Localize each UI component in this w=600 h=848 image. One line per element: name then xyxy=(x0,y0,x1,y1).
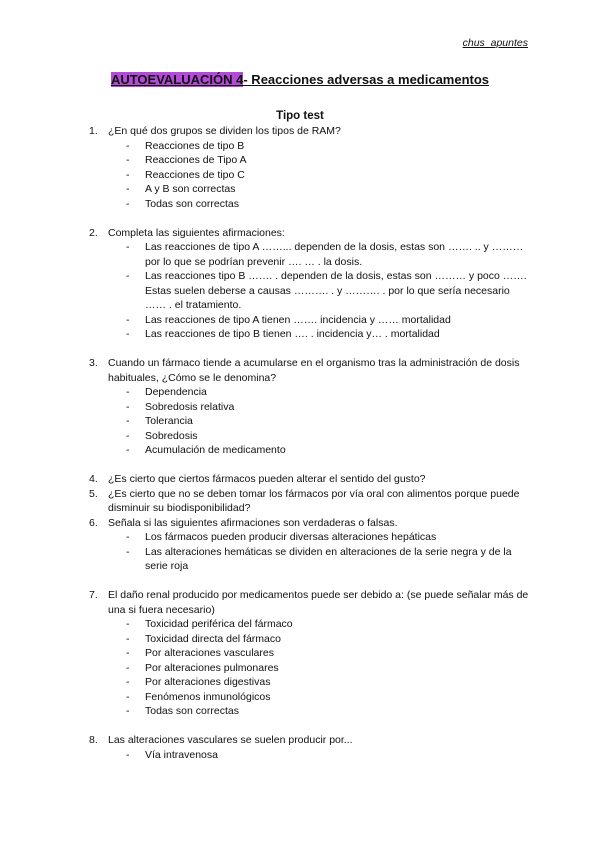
title-highlight: AUTOEVALUACIÓN 4 xyxy=(110,72,244,87)
option: - Sobredosis relativa xyxy=(108,400,529,415)
question-number: 1. xyxy=(89,125,98,137)
question-number: 6. xyxy=(89,516,98,529)
option-list xyxy=(108,617,529,719)
page-title xyxy=(0,72,600,87)
option: - Acumulación de medicamento xyxy=(108,443,529,458)
option: - Las reacciones tipo B ……. . dependen de la dosis, estas son ……… y poco ……. Estas suelen deberse a causas ………. . y ………. . por lo que sería necesario …… . el tratamiento. xyxy=(108,269,529,313)
question-text: Señala si las siguientes afirmaciones son verdaderas o falsas. xyxy=(108,516,398,529)
option: - Dependencia xyxy=(108,385,529,400)
option-list xyxy=(108,748,529,763)
option: - Las alteraciones hemáticas se dividen en alteraciones de la serie negra y de la serie roja xyxy=(108,545,529,574)
question-text: Cuando un fármaco tiende a acumularse en el organismo tras la administración de dosis habituales, ¿Cómo se le denomina? xyxy=(108,357,520,384)
question-number: 7. xyxy=(89,589,98,601)
question-number: 3. xyxy=(89,357,98,369)
question-3 xyxy=(89,356,529,458)
option: - Reacciones de Tipo A xyxy=(108,153,529,168)
question-text: ¿Es cierto que ciertos fármacos pueden alterar el sentido del gusto? xyxy=(108,473,426,485)
option: - Por alteraciones pulmonares xyxy=(108,661,529,676)
option: - A y B son correctas xyxy=(108,182,529,197)
option: - Fenómenos inmunológicos xyxy=(108,690,529,705)
question-7 xyxy=(89,588,529,719)
option: - Toxicidad periférica del fármaco xyxy=(108,617,529,632)
option: - Sobredosis xyxy=(108,429,529,444)
option: - Por alteraciones vasculares xyxy=(108,646,529,661)
option: - Las reacciones de tipo A ……... dependen de la dosis, estas son ……. .. y ……… por lo que se podrían prevenir …. … . la dosis. xyxy=(108,240,529,269)
question-number: 2. xyxy=(89,226,98,239)
option-list xyxy=(108,385,529,458)
question-text: ¿En qué dos grupos se dividen los tipos de RAM? xyxy=(108,125,341,137)
question-number: 5. xyxy=(89,487,98,500)
question-1 xyxy=(89,124,529,211)
question-list xyxy=(89,124,529,762)
option: - Reacciones de tipo C xyxy=(108,168,529,183)
option: - Las reacciones de tipo A tienen ……. incidencia y …… mortalidad xyxy=(108,313,529,328)
option: - Toxicidad directa del fármaco xyxy=(108,632,529,647)
option: - Las reacciones de tipo B tienen …. . incidencia y… . mortalidad xyxy=(108,327,529,342)
option: - Todas son correctas xyxy=(108,704,529,719)
question-2 xyxy=(89,226,529,342)
option-list xyxy=(108,530,529,574)
option-list xyxy=(108,240,529,342)
title-rest: - Reacciones adversas a medicamentos xyxy=(243,72,490,87)
section-subtitle: Tipo test xyxy=(276,110,324,122)
option: - Vía intravenosa xyxy=(108,748,529,763)
question-5 xyxy=(89,487,529,516)
option: - Tolerancia xyxy=(108,414,529,429)
option-list xyxy=(108,139,529,212)
option: - Por alteraciones digestivas xyxy=(108,675,529,690)
option: - Los fármacos pueden producir diversas alteraciones hepáticas xyxy=(108,530,529,545)
question-4 xyxy=(89,472,529,487)
question-8 xyxy=(89,733,529,762)
option: - Todas son correctas xyxy=(108,197,529,212)
question-text: Completa las siguientes afirmaciones: xyxy=(108,226,285,239)
question-number: 8. xyxy=(89,734,98,746)
question-text: ¿Es cierto que no se deben tomar los fármacos por vía oral con alimentos porque puede disminuir su biodisponibilidad? xyxy=(108,487,520,514)
question-text: El daño renal producido por medicamentos puede ser debido a: (se puede señalar más de una si fuera necesario) xyxy=(108,589,529,616)
question-number: 4. xyxy=(89,473,98,485)
question-text: Las alteraciones vasculares se suelen producir por... xyxy=(108,734,353,746)
question-6 xyxy=(89,516,529,574)
option: - Reacciones de tipo B xyxy=(108,139,529,154)
page-header: chus_apuntes xyxy=(462,37,528,49)
